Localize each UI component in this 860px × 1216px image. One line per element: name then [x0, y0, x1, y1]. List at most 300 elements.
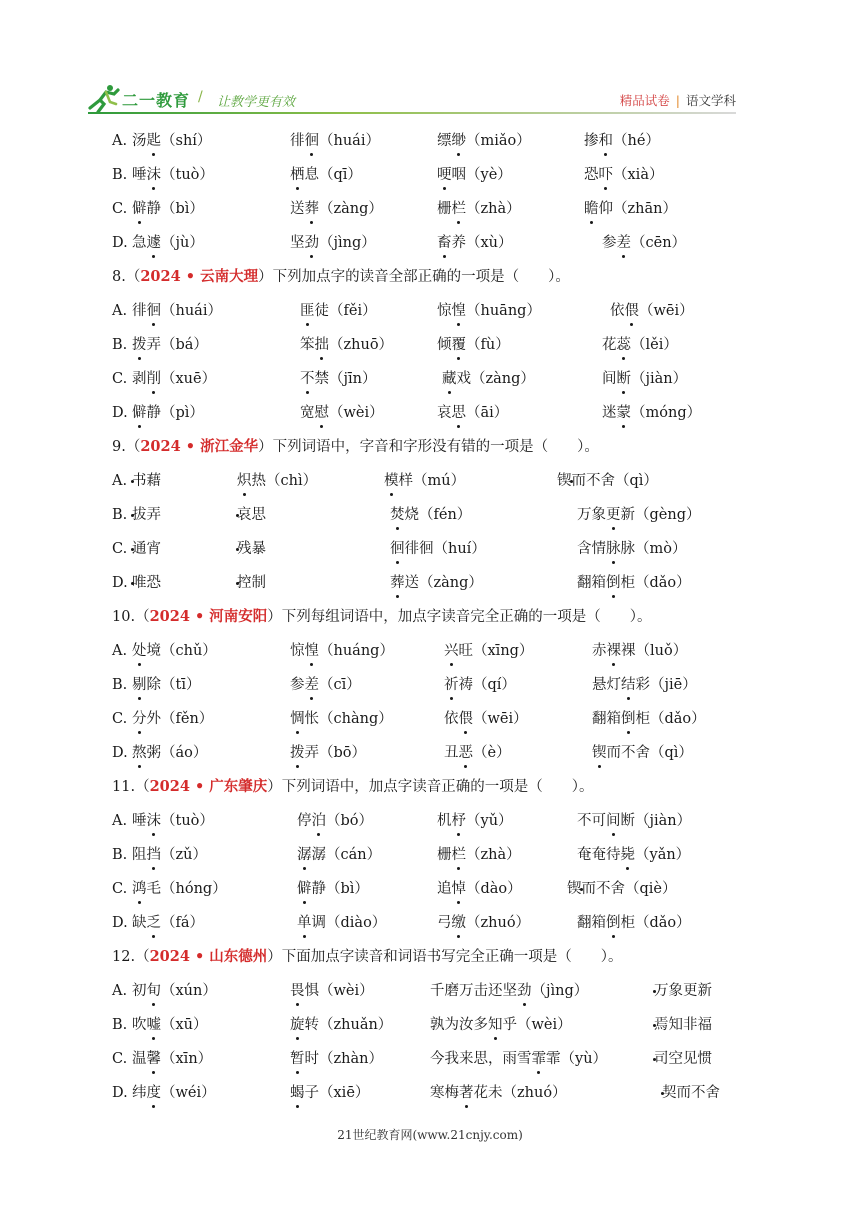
option-item	[132, 566, 161, 600]
option-row	[112, 566, 762, 600]
dotted-char: 惆	[290, 702, 305, 736]
question-stem	[112, 600, 762, 634]
item-pinyin: 养（xù）	[451, 235, 513, 251]
item-pinyin: （huáng）	[319, 643, 394, 659]
option-item	[132, 668, 200, 702]
dotted-char: 蒙	[617, 396, 632, 430]
option-item	[430, 1008, 572, 1042]
item-pinyin: （huái）	[319, 133, 380, 149]
tag-quality: 精品试卷	[619, 93, 670, 108]
dotted-char: 泊	[312, 804, 327, 838]
option-label: D.	[112, 1085, 128, 1101]
option-label: A.	[112, 643, 128, 659]
option-item	[437, 396, 508, 430]
item-pinyin: 外（fěn）	[146, 711, 214, 727]
option-item	[290, 702, 393, 736]
option-label: D.	[112, 575, 128, 591]
item-text: 孰为汝多	[430, 1017, 488, 1033]
question-stem-text	[112, 770, 594, 804]
question-text: 下面加点字读音和词语书写完全正确一项是（ ）。	[281, 949, 623, 965]
dotted-char: 剔	[132, 668, 147, 702]
dotted-char: 倒	[606, 566, 621, 600]
dotted-char: 徊	[390, 532, 405, 566]
item-text: 翻箱	[577, 915, 606, 931]
item-pinyin: （wēi）	[639, 303, 694, 319]
item-pinyin: 而不舍（qì）	[571, 473, 658, 489]
item-pinyin: （fá）	[161, 915, 205, 931]
item-text: 迷	[602, 405, 617, 421]
item-pinyin: （cī）	[319, 677, 361, 693]
option-item	[577, 566, 691, 600]
item-text: 惊	[290, 643, 305, 659]
item-text: 栅	[437, 847, 452, 863]
dotted-char: 锲	[592, 736, 607, 770]
item-text: 惊	[437, 303, 452, 319]
item-pinyin: 静（pì）	[146, 405, 204, 421]
dotted-char: 葬	[390, 566, 405, 600]
item-pinyin: 粥（áo）	[146, 745, 208, 761]
item-pinyin: 热（chì）	[251, 473, 318, 489]
item-pinyin: （wèi）	[329, 405, 384, 421]
logo-text: 二一教育	[122, 91, 191, 110]
dotted-char: 悼	[452, 872, 467, 906]
dotted-char: 缈	[452, 124, 467, 158]
option-item	[437, 192, 521, 226]
option-item	[290, 158, 362, 192]
item-pinyin: 而不舍（qiè）	[581, 881, 677, 897]
item-pinyin: （cēn）	[631, 235, 687, 251]
item-pinyin: 静（bì）	[146, 201, 204, 217]
option-item	[290, 1042, 383, 1076]
option-label: B.	[112, 677, 128, 693]
item-text: 锲	[557, 473, 572, 489]
dotted-char: 拙	[315, 328, 330, 362]
dotted-char: 拨	[290, 736, 305, 770]
item-text: 丑	[444, 745, 459, 761]
item-text: 不可	[577, 813, 606, 829]
option-item	[577, 532, 686, 566]
dotted-char: 炽	[237, 464, 252, 498]
option-label: C.	[112, 371, 128, 387]
option-item	[132, 702, 213, 736]
item-text: 剥	[132, 371, 147, 387]
option-item	[592, 702, 706, 736]
item-text: 急	[132, 235, 147, 251]
question-number: 8.	[112, 269, 126, 285]
item-text: 哀	[437, 405, 452, 421]
item-pinyin: （jù）	[161, 235, 204, 251]
item-pinyin: （jiàn）	[631, 371, 688, 387]
option-item	[237, 498, 266, 532]
item-pinyin: 怅（chàng）	[304, 711, 393, 727]
item-pinyin: 祷（qí）	[458, 677, 516, 693]
item-pinyin: （jìng）	[319, 235, 376, 251]
dotted-char: 栏	[452, 838, 467, 872]
dotted-char: 分	[132, 702, 147, 736]
option-row	[112, 668, 762, 702]
page-footer: 21世纪教育网(www.21cnjy.com)	[337, 1128, 523, 1142]
dotted-char: 匪	[300, 294, 315, 328]
question-source: 2024 • 山东德州	[149, 948, 268, 965]
dotted-char: 葬	[305, 192, 320, 226]
page-header	[0, 0, 860, 125]
dotted-char: 覆	[452, 328, 467, 362]
item-text: 机	[437, 813, 452, 829]
item-pinyin: 通宵	[132, 541, 161, 557]
dotted-char: 沫	[147, 804, 162, 838]
tag-subject: 语文学科	[685, 93, 736, 108]
dotted-char: 哽	[437, 158, 452, 192]
option-item	[132, 838, 207, 872]
option-item	[297, 804, 373, 838]
item-text: 花	[602, 337, 617, 353]
option-row	[112, 804, 762, 838]
item-pinyin: 调（diào）	[311, 915, 387, 931]
option-item	[662, 1076, 720, 1110]
option-label: C.	[112, 201, 128, 217]
option-item	[132, 294, 222, 328]
option-item	[132, 226, 204, 260]
item-pinyin: 禁（jīn）	[314, 371, 377, 387]
option-row	[112, 464, 762, 498]
dotted-char: 倒	[621, 702, 636, 736]
item-text: 笨	[300, 337, 315, 353]
item-text: 阻	[132, 847, 147, 863]
paren-open: （	[135, 949, 150, 965]
option-item	[390, 566, 483, 600]
dotted-char: 僻	[132, 192, 147, 226]
item-pinyin: 霏（yù）	[546, 1051, 608, 1067]
question-source: 2024 • 河南安阳	[149, 608, 268, 625]
dotted-char: 著	[459, 1076, 474, 1110]
item-pinyin: 焉知非福	[654, 1017, 712, 1033]
item-text: 追	[437, 881, 452, 897]
item-text: 纬	[132, 1085, 147, 1101]
item-text: 徘	[290, 133, 305, 149]
dotted-char: 祈	[444, 668, 459, 702]
option-item	[430, 974, 588, 1008]
item-pinyin: （xīn）	[161, 1051, 213, 1067]
question-source: 2024 • 广东肇庆	[149, 778, 268, 795]
dotted-char: 兴	[444, 634, 459, 668]
item-pinyin: 断（jiàn）	[620, 813, 692, 829]
dotted-char: 徊	[305, 124, 320, 158]
item-pinyin: 旺（xīng）	[458, 643, 534, 659]
tag-separator: |	[675, 93, 680, 108]
item-text: 依	[610, 303, 625, 319]
option-item	[300, 328, 393, 362]
paren-close: ）	[258, 269, 273, 285]
dotted-char: 遽	[147, 226, 162, 260]
item-pinyin: 境（chǔ）	[146, 643, 217, 659]
dotted-char: 惶	[305, 634, 320, 668]
dotted-char: 恶	[459, 736, 474, 770]
option-row	[112, 736, 762, 770]
option-row	[112, 1042, 762, 1076]
option-row	[112, 158, 762, 192]
question-stem-text	[112, 600, 652, 634]
item-pinyin: 徘徊（huí）	[404, 541, 486, 557]
item-text: 千磨万击还坚	[430, 983, 517, 999]
option-item	[132, 396, 204, 430]
dotted-char: 结	[621, 668, 636, 702]
item-pinyin: 弄（bá）	[146, 337, 208, 353]
option-item	[584, 158, 663, 192]
option-item	[300, 396, 384, 430]
dotted-char: 暂	[290, 1042, 305, 1076]
item-pinyin: 烧（fén）	[404, 507, 472, 523]
item-text: 停	[297, 813, 312, 829]
dotted-char: 瞻	[584, 192, 599, 226]
item-pinyin: 残暴	[237, 541, 266, 557]
paren-open: （	[135, 779, 150, 795]
question-stem-text	[112, 430, 599, 464]
option-item	[437, 838, 521, 872]
item-pinyin: （fù）	[466, 337, 510, 353]
option-item	[300, 362, 376, 396]
dotted-char: 僻	[297, 872, 312, 906]
logo-slash: /	[198, 89, 203, 105]
paren-close: ）	[267, 779, 282, 795]
dotted-char: 旋	[290, 1008, 305, 1042]
option-label: B.	[112, 167, 128, 183]
item-pinyin: 时（zhàn）	[304, 1051, 383, 1067]
item-pinyin: （wéi）	[161, 1085, 216, 1101]
option-item	[297, 872, 369, 906]
question-source: 2024 • 浙江金华	[140, 438, 259, 455]
option-item	[132, 192, 204, 226]
item-text: 温	[132, 1051, 147, 1067]
dotted-char: 沫	[147, 158, 162, 192]
item-text: 锲	[567, 881, 582, 897]
paren-open: （	[125, 439, 141, 455]
option-item	[290, 192, 383, 226]
item-pinyin: 咽（yè）	[451, 167, 512, 183]
option-label: C.	[112, 541, 128, 557]
item-pinyin: （zhuó）	[466, 915, 531, 931]
item-pinyin: （xún）	[161, 983, 217, 999]
item-pinyin: 静（bì）	[311, 881, 369, 897]
option-label: B.	[112, 507, 128, 523]
item-text: 今我来思，雨雪	[430, 1051, 532, 1067]
item-text: 含情	[577, 541, 606, 557]
option-row	[112, 192, 762, 226]
option-label: C.	[112, 1051, 128, 1067]
option-label: B.	[112, 847, 128, 863]
option-row	[112, 498, 762, 532]
option-item	[444, 634, 533, 668]
question-number: 12.	[112, 949, 136, 965]
question-text: 下列词语中，加点字读音正确的一项是（ ）。	[281, 779, 594, 795]
item-text: 参	[602, 235, 617, 251]
slogan: 让教学更有效	[217, 95, 296, 110]
item-text: 缺	[132, 915, 147, 931]
item-pinyin: （tuò）	[161, 167, 214, 183]
option-item	[237, 566, 266, 600]
header-tags	[620, 91, 736, 109]
option-label: D.	[112, 405, 128, 421]
dotted-char: 惶	[452, 294, 467, 328]
item-pinyin: （xià）	[613, 167, 664, 183]
dotted-char: 熬	[132, 736, 147, 770]
option-item	[444, 702, 528, 736]
option-row	[112, 1076, 762, 1110]
item-pinyin: （zhà）	[466, 201, 521, 217]
item-pinyin: 哀思	[237, 507, 266, 523]
option-item	[132, 906, 204, 940]
item-text: 掺	[584, 133, 599, 149]
option-item	[290, 668, 361, 702]
option-item	[584, 124, 660, 158]
dotted-char: 蕊	[617, 328, 632, 362]
item-text: 悬灯	[592, 677, 621, 693]
item-pinyin: 拔弄	[132, 507, 161, 523]
item-text: 栅	[437, 201, 452, 217]
option-item	[654, 974, 712, 1008]
option-item	[654, 1042, 712, 1076]
dotted-char: 单	[297, 906, 312, 940]
option-item	[444, 668, 516, 702]
dotted-char: 栖	[290, 158, 305, 192]
item-pinyin: 送（zàng）	[404, 575, 483, 591]
dotted-char: 间	[606, 804, 621, 838]
option-item	[592, 736, 693, 770]
item-text: 奄奄待	[577, 847, 621, 863]
dotted-char: 挡	[147, 838, 162, 872]
dotted-char: 徊	[147, 294, 162, 328]
item-pinyin: 而不舍（qì）	[606, 745, 693, 761]
option-item	[132, 498, 161, 532]
item-pinyin: （huāng）	[466, 303, 541, 319]
dotted-char: 栏	[452, 192, 467, 226]
option-item	[437, 158, 512, 192]
option-row	[112, 396, 762, 430]
dotted-char: 思	[452, 396, 467, 430]
item-pinyin: 柜（dǎo）	[620, 915, 691, 931]
item-text: 参	[290, 677, 305, 693]
item-pinyin: 仰（zhān）	[598, 201, 677, 217]
dotted-char: 旬	[147, 974, 162, 1008]
paren-close: ）	[258, 439, 273, 455]
option-item	[132, 1042, 212, 1076]
item-pinyin: 彩（jiē）	[635, 677, 697, 693]
option-label: D.	[112, 915, 128, 931]
option-item	[437, 804, 513, 838]
question-text: 下列每组词语中，加点字读音完全正确的一项是（ ）。	[281, 609, 652, 625]
option-label: C.	[112, 711, 128, 727]
dotted-char: 更	[606, 498, 621, 532]
option-label: A.	[112, 473, 128, 489]
dotted-char: 鸿	[132, 872, 147, 906]
dotted-char: 度	[147, 1076, 162, 1110]
dotted-char: 霏	[532, 1042, 547, 1076]
dotted-char: 知	[488, 1008, 503, 1042]
item-text: 赤	[592, 643, 607, 659]
option-item	[384, 464, 465, 498]
item-pinyin: 徒（fěi）	[314, 303, 377, 319]
question-source: 2024 • 云南大理	[140, 268, 259, 285]
dotted-char: 差	[305, 668, 320, 702]
question-stem	[112, 430, 762, 464]
dotted-char: 处	[132, 634, 147, 668]
item-pinyin: （xuē）	[161, 371, 217, 387]
option-row	[112, 328, 762, 362]
item-pinyin: 柜（dǎo）	[635, 711, 706, 727]
option-label: D.	[112, 235, 128, 251]
item-pinyin: 除（tī）	[146, 677, 201, 693]
item-pinyin: （zǔ）	[161, 847, 207, 863]
option-item	[132, 1008, 208, 1042]
option-item	[290, 736, 366, 770]
item-text: 吹	[132, 1017, 147, 1033]
option-item	[132, 464, 161, 498]
item-text: 万象	[577, 507, 606, 523]
option-item	[290, 634, 394, 668]
dotted-char: 削	[147, 362, 162, 396]
item-pinyin: 转（zhuǎn）	[304, 1017, 393, 1033]
option-item	[577, 804, 691, 838]
option-item	[437, 872, 522, 906]
question-text: 下列词语中，字音和字形没有错的一项是（ ）。	[272, 439, 599, 455]
option-item	[577, 498, 700, 532]
item-pinyin: （wēi）	[473, 711, 528, 727]
question-stem-text	[112, 260, 570, 294]
paren-close: ）	[267, 609, 282, 625]
dotted-char: 差	[617, 226, 632, 260]
dotted-char: 劲	[517, 974, 532, 1008]
item-pinyin: 书藉	[132, 473, 161, 489]
dotted-char: 畏	[290, 974, 305, 1008]
dotted-char: 模	[384, 464, 399, 498]
item-text: 依	[444, 711, 459, 727]
dotted-char: 劲	[305, 226, 320, 260]
option-item	[300, 294, 377, 328]
option-item	[602, 396, 701, 430]
option-label: B.	[112, 1017, 128, 1033]
option-item	[610, 294, 694, 328]
dotted-char: 拨	[132, 328, 147, 362]
question-list	[112, 124, 762, 1110]
item-text: 弓	[437, 915, 452, 931]
item-text: 缥	[437, 133, 452, 149]
dotted-char: 嘘	[147, 1008, 162, 1042]
option-item	[132, 736, 207, 770]
running-person-icon	[86, 84, 122, 114]
option-item	[132, 872, 227, 906]
option-item	[132, 328, 208, 362]
question-number: 11.	[112, 779, 136, 795]
item-pinyin: 柜（dǎo）	[620, 575, 691, 591]
question-stem	[112, 260, 762, 294]
paren-open: （	[125, 269, 141, 285]
item-text: 初	[132, 983, 147, 999]
option-item	[592, 668, 697, 702]
item-pinyin: 司空见惯	[654, 1051, 712, 1067]
item-pinyin: （āi）	[466, 405, 509, 421]
item-pinyin: （lěi）	[631, 337, 678, 353]
option-item	[237, 464, 317, 498]
option-item	[297, 906, 386, 940]
dotted-char: 倒	[606, 906, 621, 940]
item-text: 唾	[132, 813, 147, 829]
option-item	[390, 532, 486, 566]
option-item	[442, 362, 535, 396]
item-pinyin: （tuò）	[161, 813, 214, 829]
option-row	[112, 872, 762, 906]
option-item	[437, 226, 513, 260]
option-row	[112, 838, 762, 872]
item-pinyin: （zhà）	[466, 847, 521, 863]
